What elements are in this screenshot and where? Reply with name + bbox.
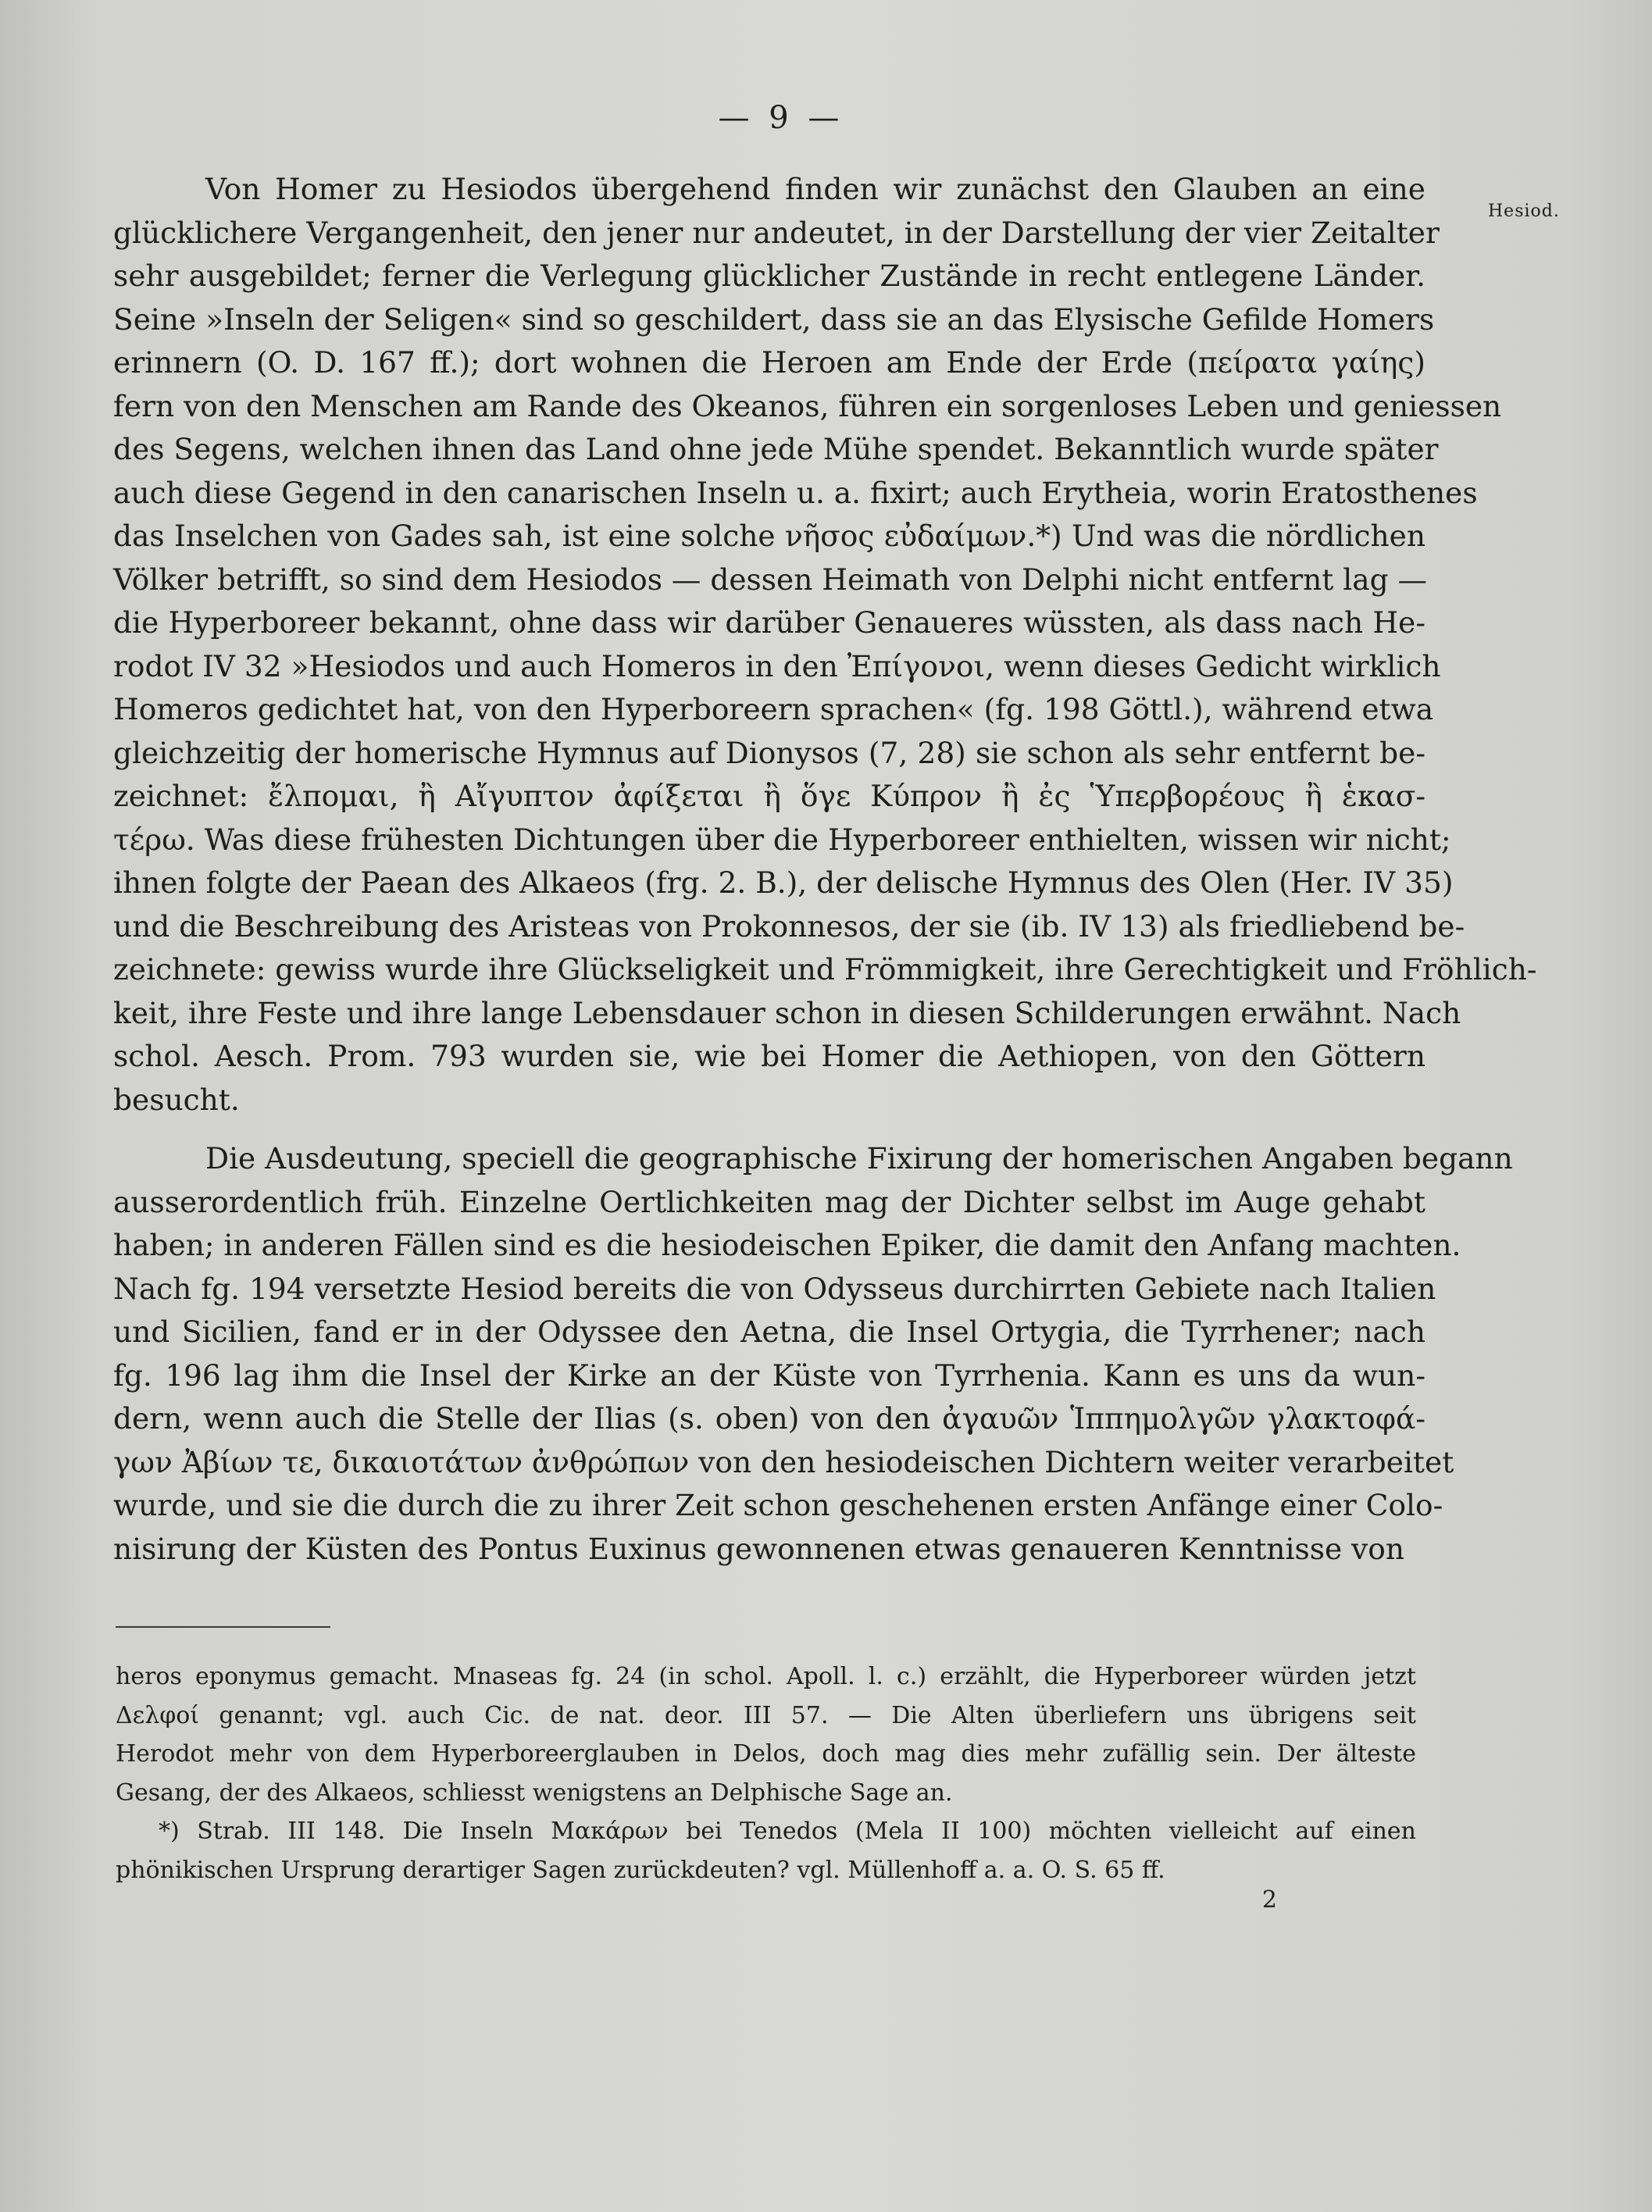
text-line: Δελφοί genannt; vgl. auch Cic. de nat. deor. III 57. — Die Alten überliefern uns übrigens seit [116,1701,1416,1729]
text-line: Gesang, der des Alkaeos, schliesst wenigstens an Delphische Sage an. [116,1779,953,1807]
body-text [113,168,1537,1571]
sheet-signature-number: 2 [1261,1886,1277,1914]
text-line: Von Homer zu Hesiodos übergehend finden wir zunächst den Glauben an eine [205,172,1425,206]
page-number: — 9 — [718,100,844,136]
text-line: fg. 196 lag ihm die Insel der Kirke an der Küste von Tyrrhenia. Kann es uns da wun- [113,1358,1425,1393]
text-line: nisirung der Küsten des Pontus Euxinus gewonnenen etwas genaueren Kenntnisse von [113,1531,1404,1566]
text-line: gleichzeitig der homerische Hymnus auf Dionysos (7, 28) sie schon als sehr entfernt be- [113,735,1425,770]
footnote-rule [116,1626,330,1628]
text-line: Seine »Inseln der Seligen« sind so geschildert, dass sie an das Elysische Gefilde Homers [113,301,1435,337]
text-line: keit, ihre Feste und ihre lange Lebensdauer schon in diesen Schilderungen erwähnt. Nach [113,995,1461,1030]
text-line: auch diese Gegend in den canarischen Inseln u. a. fixirt; auch Erytheia, worin Eratosthenes [113,475,1478,510]
paragraph-1 [113,168,1537,1122]
text-line: fern von den Menschen am Rande des Okeanos, führen ein sorgenloses Leben und geniessen [113,388,1502,423]
text-line: τέρω. Was diese frühesten Dichtungen über die Hyperboreer enthielten, wissen wir nicht; [113,822,1451,857]
text-line: erinnern (O. D. 167 ff.); dort wohnen die Heroen am Ende der Erde (πείρατα γαίης) [113,345,1425,380]
footnote-continued [116,1657,1416,1812]
footnotes [116,1657,1416,1889]
text-line: zeichnet: ἔλπομαι, ἢ Αἴγυπτον ἀφίξεται ἢ ὅγε Κύπρον ἢ ἐς Ὑπερβορέους ἢ ἑκασ- [113,779,1425,813]
text-line: heros eponymus gemacht. Mnaseas fg. 24 (in schol. Apoll. l. c.) erzählt, die Hyperboreer würden jetzt [116,1663,1416,1690]
text-line: Homeros gedichtet hat, von den Hyperboreern sprachen« (fg. 198 Göttl.), während etwa [113,692,1434,726]
text-line: des Segens, welchen ihnen das Land ohne jede Mühe spendet. Bekanntlich wurde später [113,432,1439,466]
text-line: Die Ausdeutung, speciell die geographische Fixirung der homerischen Angaben begann [205,1141,1513,1176]
text-line: wurde, und sie die durch die zu ihrer Zeit schon geschehenen ersten Anfänge einer Colo- [113,1488,1443,1522]
margin-note: Hesiod. [1488,202,1560,221]
text-line: phönikischen Ursprung derartiger Sagen zurückdeuten? vgl. Müllenhoff a. a. O. S. 65 ff. [116,1856,1165,1884]
text-line: *) Strab. III 148. Die Inseln Μακάρων bei Tenedos (Mela II 100) möchten vielleicht auf einen [159,1818,1416,1845]
text-line: ihnen folgte der Paean des Alkaeos (frg. 2. B.), der delische Hymnus des Olen (Her. IV 35) [113,865,1454,900]
text-line: sehr ausgebildet; ferner die Verlegung glücklicher Zustände in recht entlegene Länder. [113,259,1425,293]
footnote-star [116,1812,1416,1889]
text-line: glücklichere Vergangenheit, den jener nur andeutet, in der Darstellung der vier Zeitalter [113,215,1440,250]
text-line: und die Beschreibung des Aristeas von Prokonnesos, der sie (ib. IV 13) als friedliebend be- [113,908,1465,944]
text-line: dern, wenn auch die Stelle der Ilias (s. oben) von den ἀγαυῶν Ἱππημολγῶν γλακτοφά- [113,1401,1425,1436]
text-line: die Hyperboreer bekannt, ohne dass wir darüber Genaueres wüssten, als dass nach He- [113,605,1425,640]
text-line: Nach fg. 194 versetzte Hesiod bereits die von Odysseus durchirrten Gebiete nach Italien [113,1271,1436,1306]
text-line: Herodot mehr von dem Hyperboreerglauben in Delos, doch mag dies mehr zufällig sein. Der älteste [116,1740,1416,1768]
text-line: besucht. [113,1082,240,1117]
text-line: haben; in anderen Fällen sind es die hesiodeischen Epiker, die damit den Anfang machten. [113,1228,1461,1262]
text-line: das Inselchen von Gades sah, ist eine solche νῆσος εὐδαίμων.*) Und was die nördlichen [113,519,1425,553]
text-line: schol. Aesch. Prom. 793 wurden sie, wie bei Homer die Aethiopen, von den Göttern [113,1039,1425,1073]
text-line: zeichnete: gewiss wurde ihre Glückseligkeit und Frömmigkeit, ihre Gerechtigkeit und Fröhlich- [113,952,1537,986]
text-line: rodot IV 32 »Hesiodos und auch Homeros in den Ἐπίγονοι, wenn dieses Gedicht wirklich [113,648,1441,683]
text-line: und Sicilien, fand er in der Odyssee den Aetna, die Insel Ortygia, die Tyrrhener; nach [113,1315,1425,1349]
text-line: Völker betrifft, so sind dem Hesiodos — dessen Heimath von Delphi nicht entfernt lag — [113,562,1427,597]
text-line: γων Ἀβίων τε, δικαιοτάτων ἀνθρώπων von den hesiodeischen Dichtern weiter verarbeitet [113,1444,1454,1479]
text-line: ausserordentlich früh. Einzelne Oertlichkeiten mag der Dichter selbst im Auge gehabt [113,1184,1425,1219]
paragraph-2 [113,1137,1513,1571]
